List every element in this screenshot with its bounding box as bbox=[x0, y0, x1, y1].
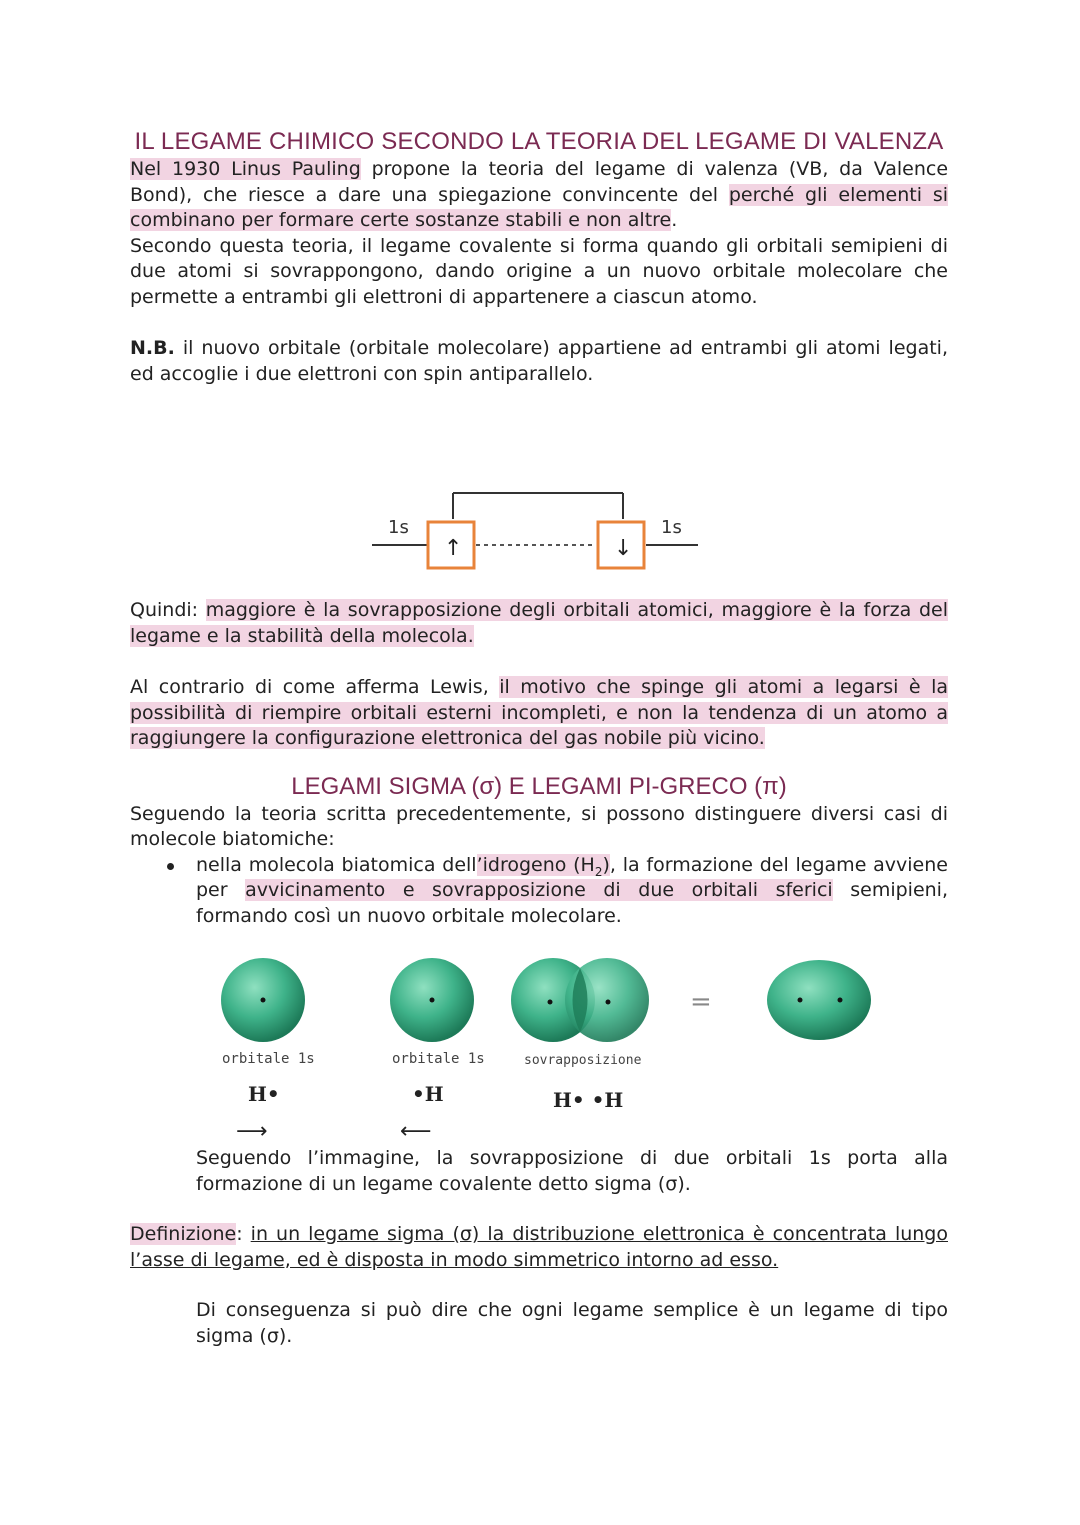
atom-h-left: H• bbox=[248, 1082, 280, 1106]
bullet-text-3: semipieni, formando così un nuovo orbitale molecolare. bbox=[196, 879, 948, 927]
bullet-text-2: , la formazione del legame avviene per bbox=[196, 853, 948, 901]
intro-end: . bbox=[671, 209, 678, 231]
highlight-lewis: il motivo che spinge gli atomi a legarsi è la possibilità di riempire orbitali esterni incompleti, e non la tendenza di un atomo a raggiungere la configurazione elettronica del gas nobile più vicino. bbox=[130, 676, 948, 749]
atom-h-right: •H bbox=[412, 1082, 444, 1106]
quindi-paragraph bbox=[130, 598, 948, 649]
definition-colon: : bbox=[236, 1223, 251, 1245]
theory-paragraph: Secondo questa teoria, il legame covalente si forma quando gli orbitali semipieni di due atomi si sovrappongono, dando origine a un nuovo orbitale molecolare che permette a entrambi gli elettroni di appartenere a ciascun atomo. bbox=[130, 234, 948, 308]
spacer bbox=[130, 310, 948, 336]
molecule-h2: H• •H bbox=[553, 1088, 624, 1112]
list-item bbox=[196, 853, 948, 930]
highlight-avvicinamento: avvicinamento e sovrapposizione di due orbitali sferici bbox=[245, 879, 833, 901]
nucleus-2 bbox=[430, 998, 435, 1003]
label-orbitale-2: orbitale 1s bbox=[392, 1051, 485, 1067]
nucleus-4 bbox=[606, 1000, 611, 1005]
nucleus-5 bbox=[798, 998, 803, 1003]
intro-text: propone la teoria del legame di valenza (VB, da Valence Bond), che riesce a dare una spiegazione convincente del bbox=[130, 158, 949, 206]
nucleus-3 bbox=[548, 1000, 553, 1005]
highlight-quindi: maggiore è la sovrapposizione degli orbitali atomici, maggiore è la forza del legame e la stabilità della molecola. bbox=[130, 599, 948, 647]
lewis-paragraph bbox=[130, 675, 948, 752]
definition-paragraph bbox=[130, 1222, 948, 1273]
equals-sign: = bbox=[690, 987, 712, 1017]
molecule-list bbox=[130, 853, 948, 930]
hydrogen-figure-svg bbox=[200, 948, 890, 1148]
section-title: LEGAMI SIGMA (σ) E LEGAMI PI-GRECO (π) bbox=[291, 772, 787, 800]
definition-text: in un legame sigma (σ) la distribuzione elettronica è concentrata lungo l’asse di legame, ed è disposta in modo simmetrico intorno ad esso. bbox=[130, 1223, 948, 1271]
seguendo-paragraph: Seguendo la teoria scritta precedentemente, si possono distinguere diversi casi di molecole biatomiche: bbox=[130, 802, 948, 850]
orbital-label-right: 1s bbox=[661, 517, 682, 538]
lewis-lead: Al contrario di come afferma Lewis, bbox=[130, 676, 500, 698]
subscript-2: 2 bbox=[594, 864, 603, 879]
arrow-left-icon: ⟵ bbox=[400, 1119, 432, 1144]
orbital-diagram-svg bbox=[370, 487, 700, 577]
figure-caption: Seguendo l’immagine, la sovrapposizione di due orbitali 1s porta alla formazione di un legame covalente detto sigma (σ). bbox=[196, 1147, 948, 1195]
spacer bbox=[130, 649, 948, 675]
highlight-perche: perché gli elementi si combinano per formare certe sostanze stabili e non altre bbox=[130, 183, 948, 231]
highlight-pauling: Nel 1930 Linus Pauling bbox=[130, 158, 361, 180]
bullet-text-1: nella molecola biatomica dell bbox=[196, 853, 477, 876]
label-sovrapposizione: sovrapposizione bbox=[524, 1053, 642, 1068]
idrogeno-text: ’idrogeno (H bbox=[476, 853, 595, 876]
orbital-overlap-diagram bbox=[370, 487, 700, 577]
page-title: IL LEGAME CHIMICO SECONDO LA TEORIA DEL LEGAME DI VALENZA bbox=[134, 128, 944, 155]
label-orbitale-1: orbitale 1s bbox=[222, 1051, 315, 1067]
orbital-label-left: 1s bbox=[388, 517, 409, 538]
document-page bbox=[130, 126, 948, 387]
molecular-orbital bbox=[767, 960, 871, 1040]
quindi-lead: Quindi: bbox=[130, 599, 206, 621]
spin-up-arrow: ↑ bbox=[444, 536, 463, 561]
highlight-idrogeno bbox=[476, 853, 610, 879]
nb-paragraph bbox=[130, 336, 948, 387]
definition-label: Definizione bbox=[130, 1223, 237, 1245]
nucleus-6 bbox=[838, 998, 843, 1003]
spin-down-arrow: ↓ bbox=[614, 536, 633, 561]
nucleus-1 bbox=[261, 998, 266, 1003]
hydrogen-orbital-figure bbox=[200, 948, 890, 1148]
arrow-right-icon: ⟶ bbox=[236, 1119, 268, 1144]
idrogeno-close: ) bbox=[602, 853, 610, 876]
intro-paragraph bbox=[130, 157, 948, 234]
consequence-paragraph: Di conseguenza si può dire che ogni legame semplice è un legame di tipo sigma (σ). bbox=[196, 1299, 948, 1347]
nb-text: il nuovo orbitale (orbitale molecolare) appartiene ad entrambi gli atomi legati, ed accoglie i due elettroni con spin antiparallelo. bbox=[130, 337, 948, 385]
document-page-2 bbox=[130, 598, 948, 929]
nb-label: N.B. bbox=[130, 337, 175, 359]
